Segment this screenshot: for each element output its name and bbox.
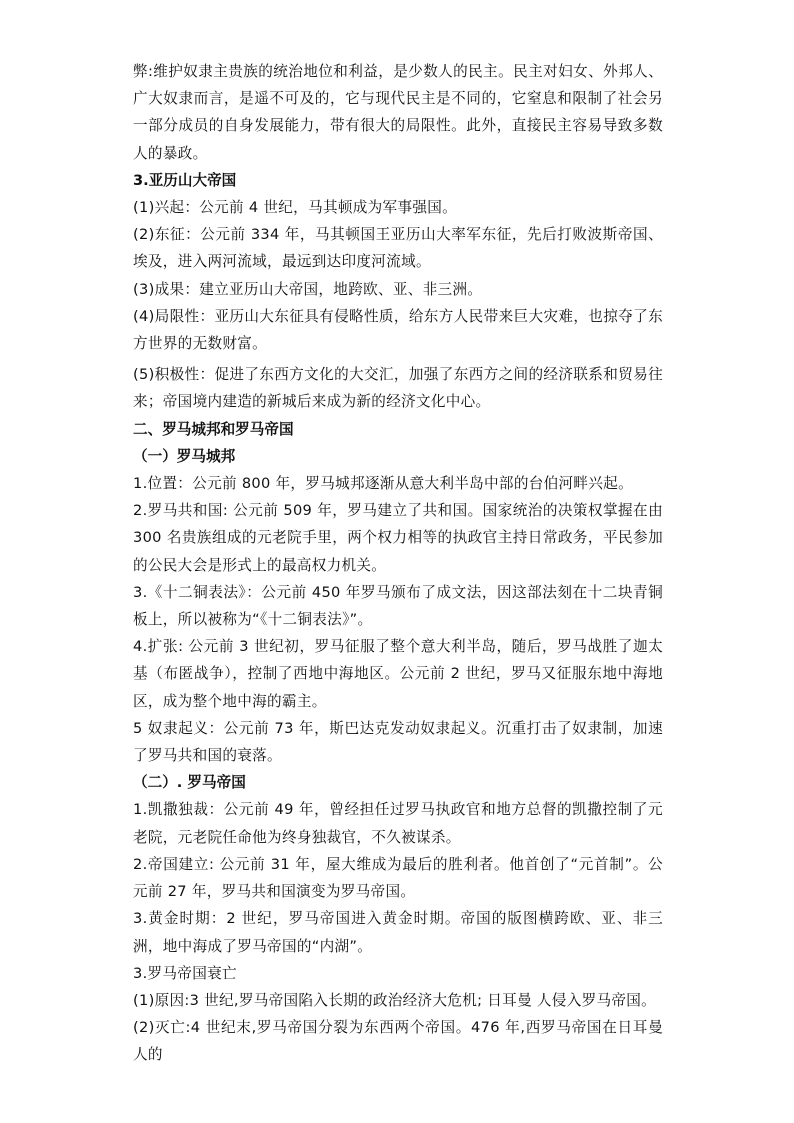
empire-item: 3.黄金时期：2 世纪，罗马帝国进入黄金时期。帝国的版图横跨欧、亚、非三洲，地中海成了罗马帝国的“内湖”。 bbox=[133, 910, 663, 955]
empire-item: (2)灭亡:4 世纪末,罗马帝国分裂为东西两个帝国。476 年,西罗马帝国在日耳曼人的 bbox=[133, 1019, 663, 1064]
section-heading-alexander: 3.亚历山大帝国 bbox=[133, 171, 237, 189]
city-state-item: 3.《十二铜表法》：公元前 450 年罗马颁布了成文法，因这部法刻在十二块青铜板上，所以被称为“《十二铜表法》”。 bbox=[133, 583, 663, 629]
document-page bbox=[133, 58, 663, 1069]
part-heading-rome: 二、罗马城邦和罗马帝国 bbox=[133, 420, 294, 438]
alexander-item: (4)局限性：亚历山大东征具有侵略性质，给东方人民带来巨大灾难，也掠夺了东方世界的无数财富。 bbox=[133, 307, 663, 353]
city-state-item: 1.位置：公元前 800 年，罗马城邦逐渐从意大利半岛中部的台伯河畔兴起。 bbox=[133, 475, 633, 493]
empire-item: 2.帝国建立: 公元前 31 年，屋大维成为最后的胜利者。他首创了“元首制”。公元前 27 年，罗马共和国演变为罗马帝国。 bbox=[133, 855, 663, 901]
empire-item: 3.罗马帝国衰亡 bbox=[133, 964, 237, 982]
empire-item: 1.凯撒独裁：公元前 49 年，曾经担任过罗马执政官和地方总督的凯撒控制了元老院，元老院任命他为终身独裁官，不久被谋杀。 bbox=[133, 801, 663, 846]
alexander-item: (2)东征：公元前 334 年，马其顿国王亚历山大率军东征，先后打败波斯帝国、埃及，进入两河流域，最远到达印度河流域。 bbox=[133, 226, 663, 271]
subsection-heading-roman-city-state: （一）罗马城邦 bbox=[133, 447, 236, 465]
city-state-item: 4.扩张: 公元前 3 世纪初，罗马征服了整个意大利半岛，随后，罗马战胜了迦太基（布匿战争），控制了西地中海地区。公元前 2 世纪，罗马又征服东地中海地区，成为整个地中海的霸主。 bbox=[133, 638, 663, 710]
intro-paragraph: 弊:维护奴隶主贵族的统治地位和利益，是少数人的民主。民主对妇女、外邦人、广大奴隶而言，是遥不可及的，它与现代民主是不同的，它窒息和限制了社会另一部分成员的自身发展能力，带有很大的局限性。此外，直接民主容易导致多数人的暴政。 bbox=[133, 63, 663, 162]
subsection-heading-roman-empire: （二）. 罗马帝国 bbox=[133, 774, 246, 792]
alexander-item: (3)成果：建立亚历山大帝国，地跨欧、亚、非三洲。 bbox=[133, 280, 483, 298]
alexander-item: (1)兴起：公元前 4 世纪，马其顿成为军事强国。 bbox=[133, 199, 458, 217]
city-state-item: 2.罗马共和国: 公元前 509 年，罗马建立了共和国。国家统治的决策权掌握在由 300 名贵族组成的元老院手里，两个权力相等的执政官主持日常政务，平民参加的公民大会是形式上的最高权力机关。 bbox=[133, 502, 663, 574]
city-state-item: 5 奴隶起义：公元前 73 年，斯巴达克发动奴隶起义。沉重打击了奴隶制，加速了罗马共和国的衰落。 bbox=[133, 719, 663, 765]
empire-item: (1)原因:3 世纪,罗马帝国陷入长期的政治经济大危机; 日耳曼 人侵入罗马帝国。 bbox=[133, 991, 657, 1009]
alexander-item: (5)积极性：促进了东西方文化的大交汇，加强了东西方之间的经济联系和贸易往来；帝国境内建造的新城后来成为新的经济文化中心。 bbox=[133, 366, 663, 411]
